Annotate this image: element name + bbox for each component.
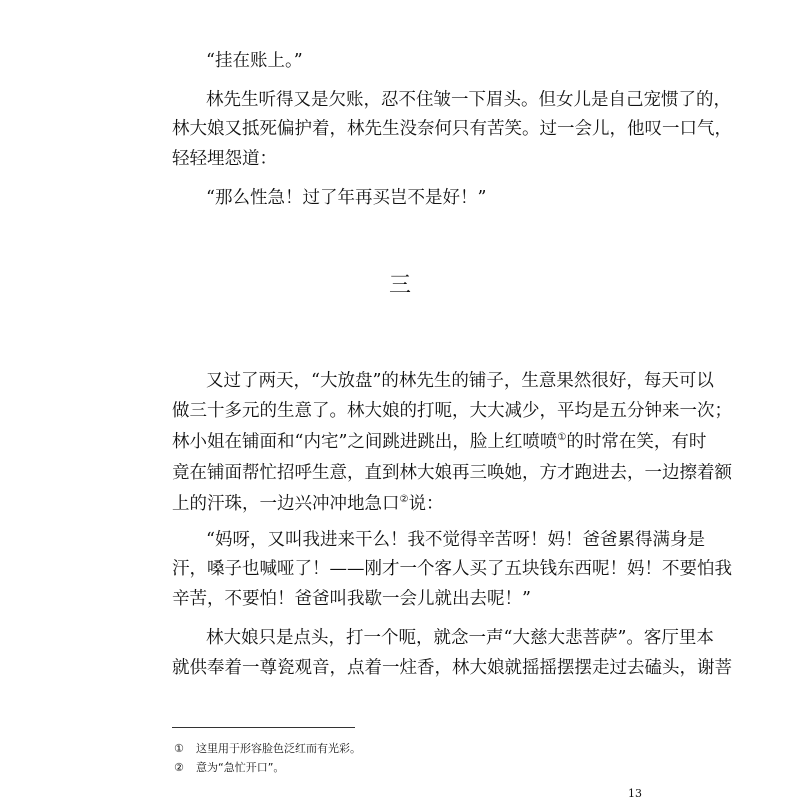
footnote-text: 这里用于形容脸色泛红而有光彩。 (196, 742, 361, 755)
footnote-1 (174, 742, 361, 756)
paragraph-line: “妈呀，又叫我进来干么！我不觉得辛苦呀！妈！爸爸累得满身是 (206, 530, 705, 550)
footnote-ref-2: ② (399, 494, 409, 505)
paragraph-line: 林大娘又抵死偏护着，林先生没奈何只有苦笑。过一会儿，他叹一口气， (172, 119, 732, 139)
footnote-divider (172, 727, 355, 728)
paragraph-line: 竟在铺面帮忙招呼生意，直到林大娘再三唤她，方才跑进去，一边擦着额 (172, 463, 732, 483)
text-segment: 的时常在笑，有时 (566, 432, 707, 452)
paragraph-line (172, 430, 707, 454)
paragraph-quote-line: “挂在账上。” (206, 51, 303, 71)
footnote-mark: ② (174, 761, 184, 774)
paragraph-line: 汗，嗓子也喊哑了！——刚才一个客人买了五块钱东西呢！妈！不要怕我 (172, 559, 732, 579)
paragraph-line: 轻轻埋怨道： (172, 149, 277, 169)
footnote-ref-1: ① (557, 432, 567, 443)
footnote-2 (174, 761, 284, 775)
paragraph-line: 就供奉着一尊瓷观音，点着一炷香，林大娘就摇摇摆摆走过去磕头，谢菩 (172, 658, 732, 678)
paragraph-line: 辛苦，不要怕！爸爸叫我歇一会儿就出去呢！” (172, 589, 531, 609)
text-segment: 林小姐在铺面和“内宅”之间跳进跳出，脸上红喷喷 (172, 432, 558, 452)
paragraph-line (172, 492, 632, 516)
paragraph-line: 做三十多元的生意了。林大娘的打呃，大大减少，平均是五分钟来一次； (172, 401, 732, 421)
paragraph-line: 林大娘只是点头，打一个呃，就念一声“大慈大悲菩萨”。客厅里本 (206, 628, 714, 648)
footnote-text: 意为“急忙开口”。 (196, 761, 285, 774)
chapter-heading: 三 (388, 273, 411, 298)
paragraph-quote-line: “那么性急！过了年再买岂不是好！” (206, 188, 487, 208)
text-segment: 说： (408, 494, 444, 514)
paragraph-line: 又过了两天，“大放盘”的林先生的铺子，生意果然很好，每天可以 (206, 371, 714, 391)
footnote-mark: ① (174, 742, 184, 755)
text-segment: 上的汗珠，一边兴冲冲地急口 (172, 494, 400, 514)
page-number: 13 (628, 787, 642, 800)
paragraph-line: 林先生听得又是欠账，忍不住皱一下眉头。但女儿是自己宠惯了的， (206, 90, 731, 110)
